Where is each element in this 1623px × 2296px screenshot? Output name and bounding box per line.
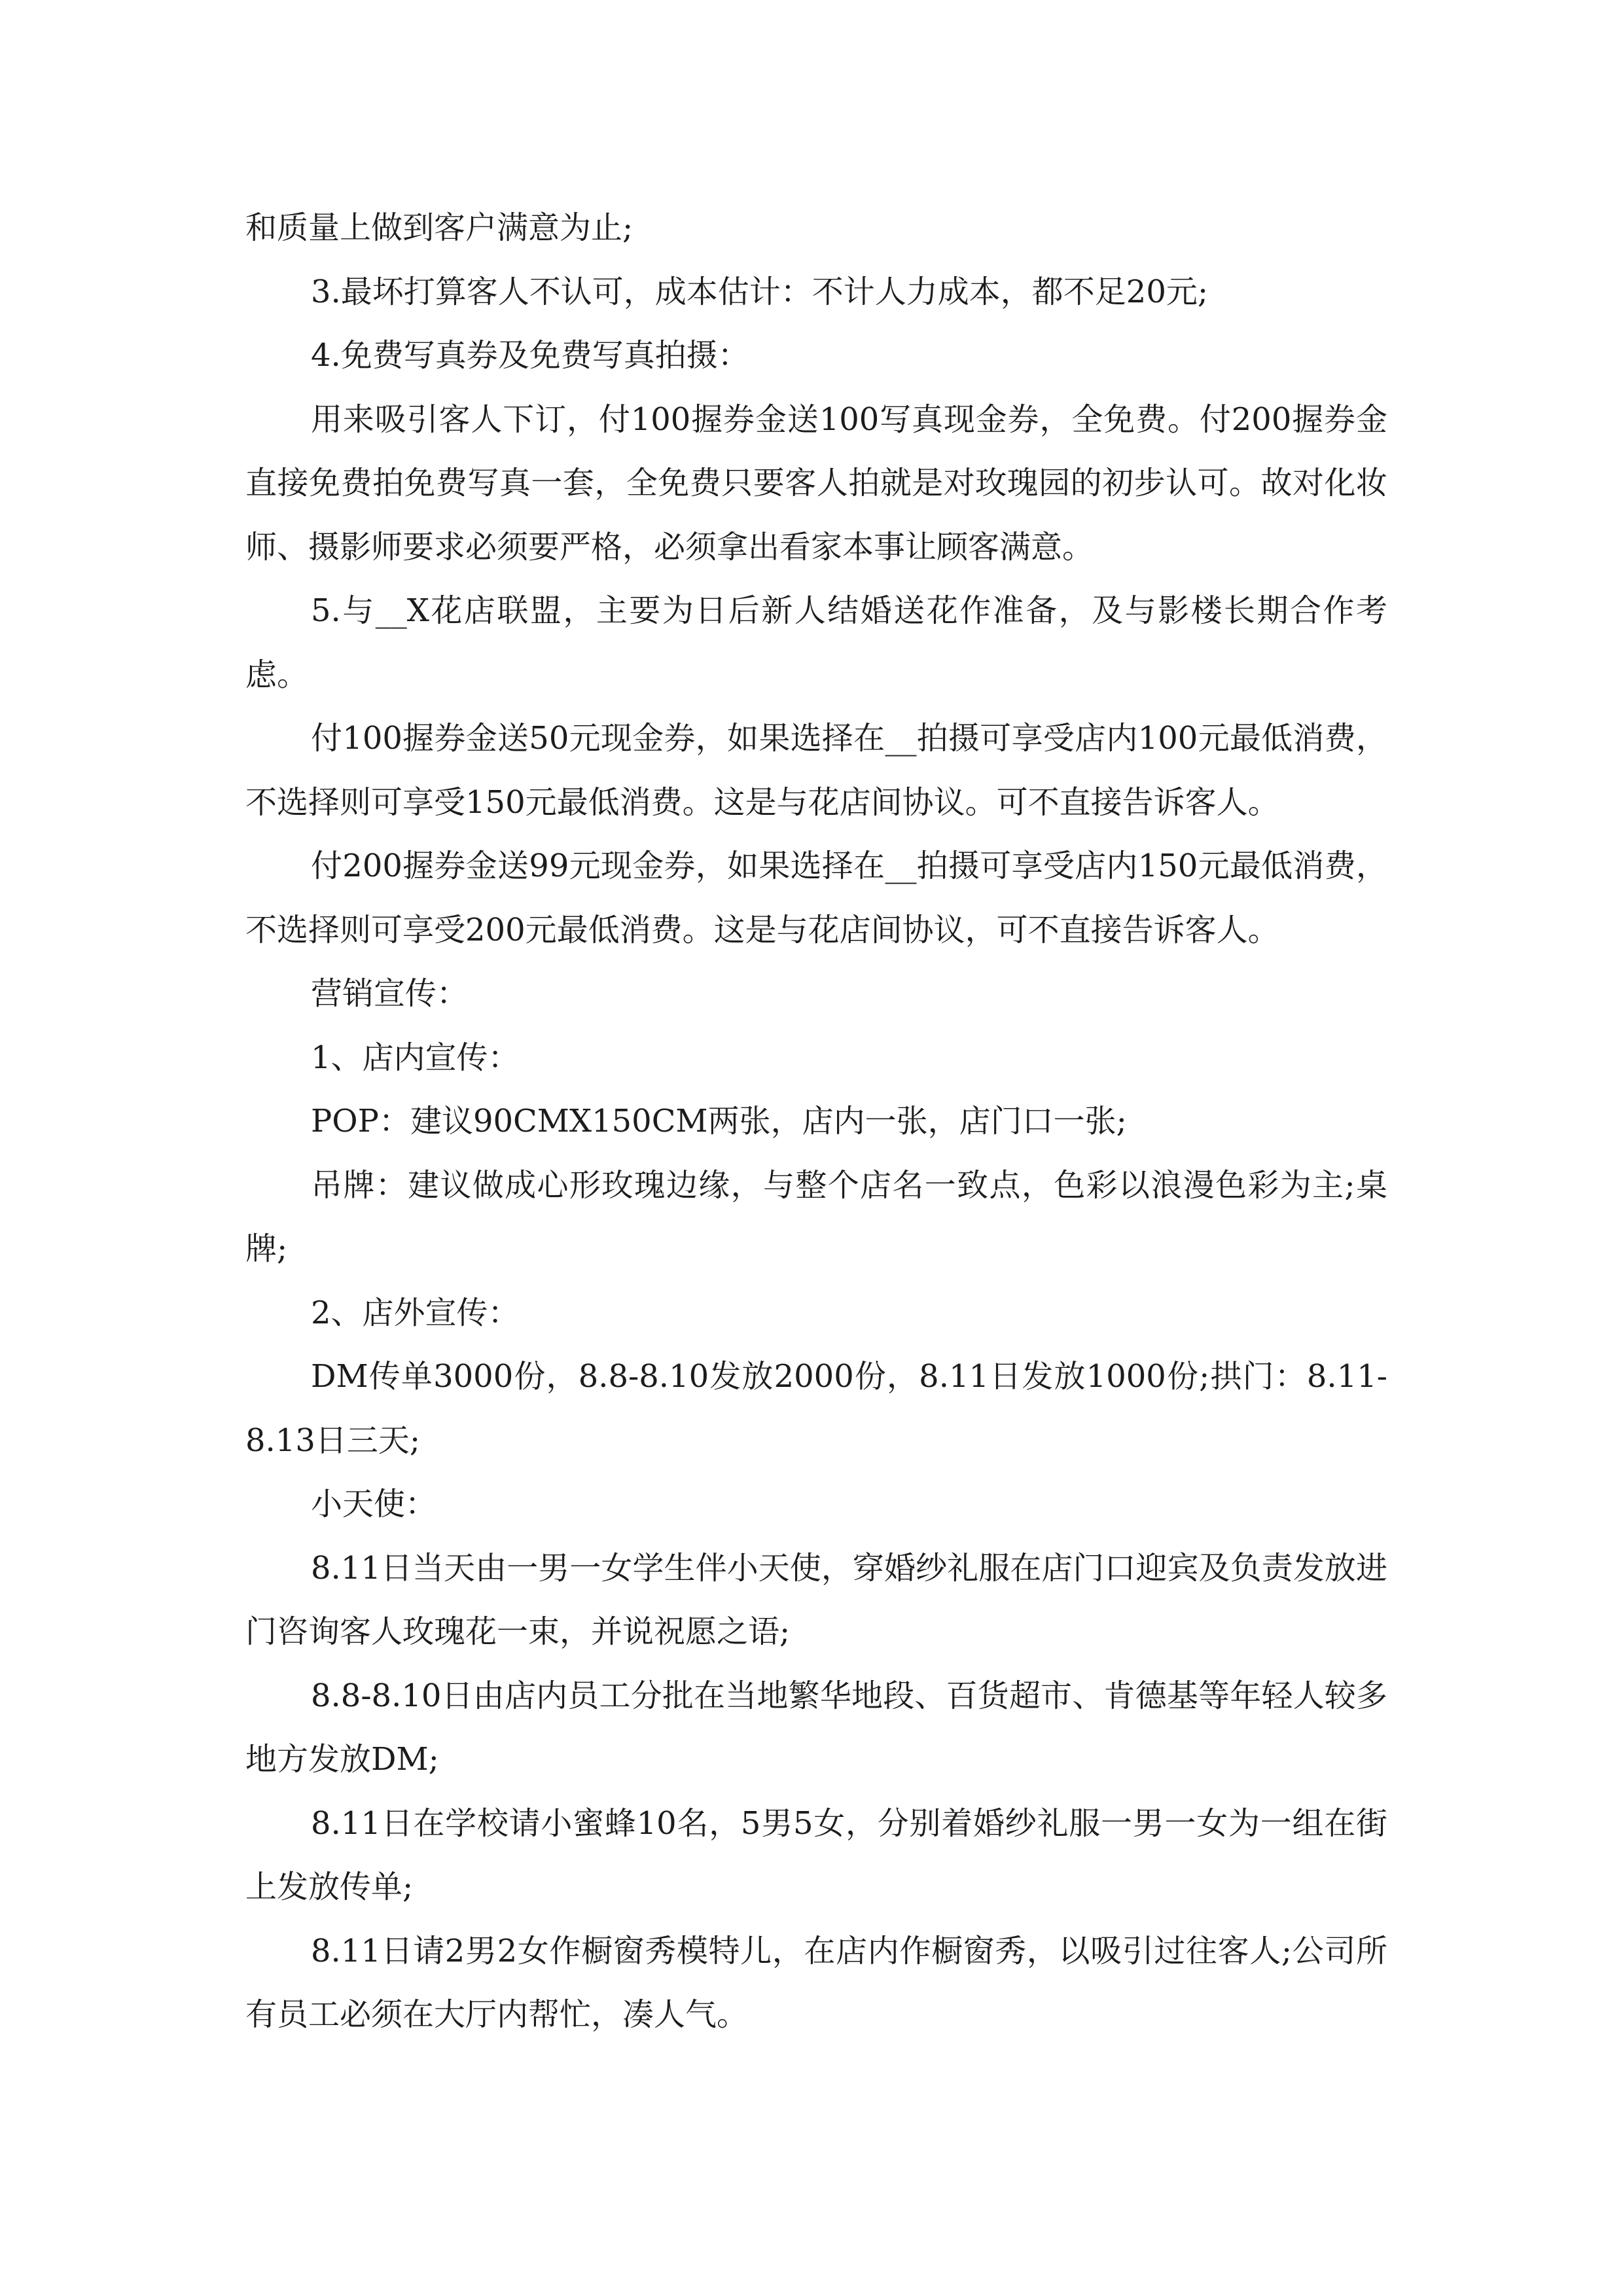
paragraph-window-show: 8.11日请2男2女作橱窗秀模特儿，在店内作橱窗秀，以吸引过往客人;公司所有员工必须在大厅内帮忙，凑人气。 bbox=[245, 1932, 1387, 2033]
paragraph-item-3: 3.最坏打算客人不认可，成本估计：不计人力成本，都不足20元; bbox=[311, 273, 1209, 310]
paragraph-staff-distribution: 8.8-8.10日由店内员工分批在当地繁华地段、百货超市、肯德基等年轻人较多地方发放DM; bbox=[245, 1677, 1387, 1778]
paragraph-voucher-100: 付100握券金送50元现金券，如果选择在__拍摄可享受店内100元最低消费，不选择则可享受150元最低消费。这是与花店间协议。可不直接告诉客人。 bbox=[245, 720, 1387, 821]
paragraph-voucher-200: 付200握券金送99元现金券，如果选择在__拍摄可享受店内150元最低消费，不选择则可享受200元最低消费。这是与花店间协议，可不直接告诉客人。 bbox=[245, 848, 1387, 948]
paragraph-item-5: 5.与__X花店联盟，主要为日后新人结婚送花作准备，及与影楼长期合作考虑。 bbox=[245, 592, 1387, 693]
paragraph-item-4-heading: 4.免费写真券及免费写真拍摄： bbox=[311, 337, 749, 374]
paragraph-bees: 8.11日在学校请小蜜蜂10名，5男5女，分别着婚纱礼服一男一女为一组在街上发放传单; bbox=[245, 1804, 1387, 1905]
paragraph-dm-flyers: DM传单3000份，8.8-8.10发放2000份，8.11日发放1000份;拱门：8.11-8.13日三天; bbox=[245, 1358, 1387, 1459]
paragraph-free-photo-voucher: 用来吸引客人下订，付100握券金送100写真现金券，全免费。付200握券金直接免费拍免费写真一套，全免费只要客人拍就是对玫瑰园的初步认可。故对化妆师、摄影师要求必须要严格，必须拿出看家本事让顾客满意。 bbox=[245, 401, 1387, 565]
subheading-in-store: 1、店内宣传： bbox=[311, 1039, 520, 1076]
section-heading-marketing: 营销宣传： bbox=[311, 975, 469, 1012]
document-body bbox=[245, 196, 1387, 2047]
subheading-outdoor: 2、店外宣传： bbox=[311, 1294, 520, 1331]
paragraph-continuation: 和质量上做到客户满意为止; bbox=[245, 209, 633, 246]
paragraph-angel-greeting: 8.11日当天由一男一女学生伴小天使，穿婚纱礼服在店门口迎宾及负责发放进门咨询客人玫瑰花一束，并说祝愿之语; bbox=[245, 1549, 1387, 1650]
subheading-little-angel: 小天使： bbox=[311, 1486, 437, 1522]
paragraph-pop: POP：建议90CMX150CM两张，店内一张，店门口一张; bbox=[311, 1103, 1127, 1139]
paragraph-hanging-sign: 吊牌：建议做成心形玫瑰边缘，与整个店名一致点，色彩以浪漫色彩为主;桌牌; bbox=[245, 1166, 1387, 1267]
